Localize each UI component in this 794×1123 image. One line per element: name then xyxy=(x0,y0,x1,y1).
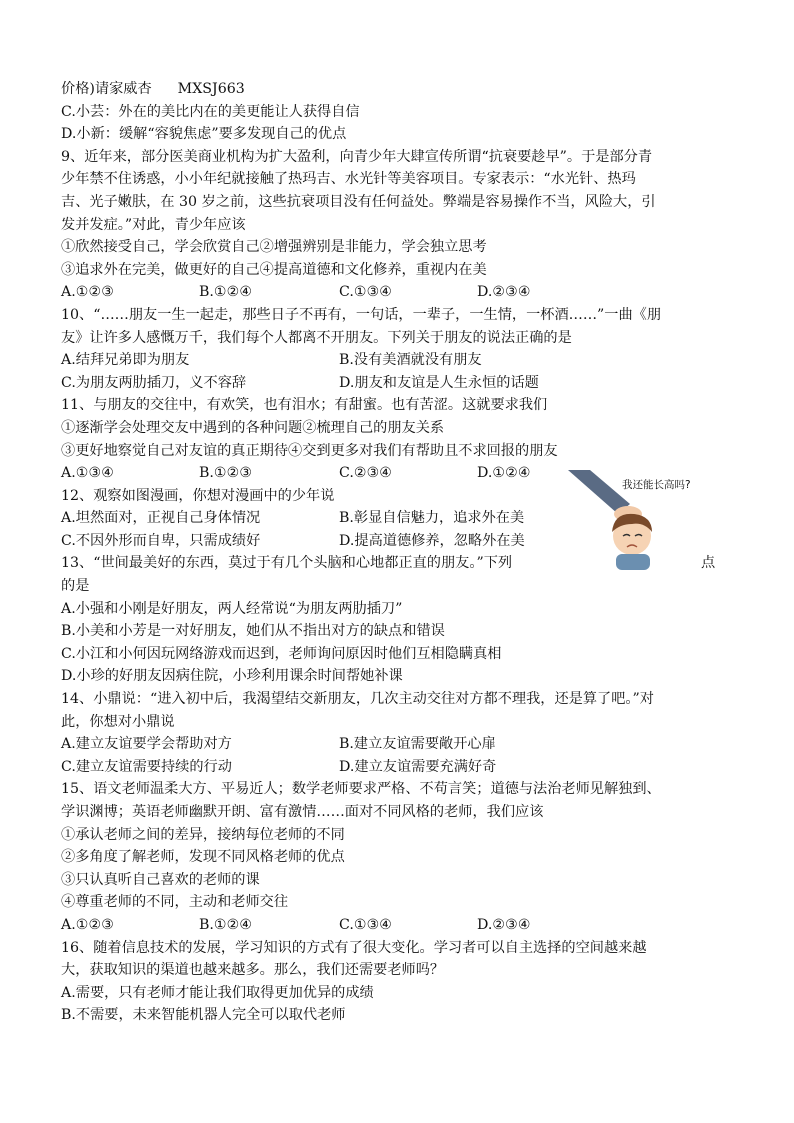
q10-stem-2: 友》让许多人感慨万千，我们每个人都离不开朋友。下列关于朋友的说法正确的是 xyxy=(61,329,572,346)
q10-stem-1: 10、“……朋友一生一起走，那些日子不再有，一句话，一辈子，一生情，一杯酒……”一曲《朋 xyxy=(61,306,662,323)
q15-statement-3: ③只认真听自己喜欢的老师的课 xyxy=(61,871,260,888)
q13-stem-2: 的是 xyxy=(61,578,90,595)
q10-options-row-2 xyxy=(61,372,741,395)
cartoon-svg xyxy=(568,470,718,570)
q16-option-a[interactable]: A.需要，只有老师才能让我们取得更加优异的成绩 xyxy=(61,984,374,1001)
q16-stem-2: 大，获取知识的渠道也越来越多。那么，我们还需要老师吗？ xyxy=(61,962,445,979)
header-left-text: 价格)请家威杏 xyxy=(61,81,152,97)
q14-option-c[interactable]: C.建立友谊需要持续的行动 xyxy=(61,758,232,775)
q13-stem-tail: 点 xyxy=(701,555,716,572)
q12-option-a[interactable]: A.坦然面对，正视自己身体情况 xyxy=(61,510,261,527)
q10-options-row-1 xyxy=(61,349,741,372)
boy-shirt-icon xyxy=(616,554,650,570)
q12-option-d[interactable]: D.提高道德修养，忽略外在美 xyxy=(339,532,525,549)
q9-stem-1: 9、近年来，部分医美商业机构为扩大盈利，向青少年大肆宣传所谓“抗衰要趁早”。于是部分青 xyxy=(61,148,653,165)
q15-option-b[interactable]: B.①②④ xyxy=(199,916,253,933)
q13-option-d[interactable]: D.小珍的好朋友因病住院，小珍利用课余时间帮她补课 xyxy=(61,668,403,685)
q8-option-d: D.小新：缓解“容貌焦虑”要多发现自己的优点 xyxy=(61,126,347,143)
q16-stem-1: 16、随着信息技术的发展，学习知识的方式有了很大变化。学习者可以自主选择的空间越来越 xyxy=(61,939,647,956)
page-header xyxy=(61,78,741,101)
q11-statements-1: ①逐渐学会处理交友中遇到的各种问题②梳理自己的朋友关系 xyxy=(61,419,445,436)
q9-option-d[interactable]: D.②③④ xyxy=(477,284,531,301)
q9-stem-3: 吉、光子嫩肤，在 30 岁之前，这些抗衰项目没有任何益处。弊端是容易操作不当，风险大，引 xyxy=(61,193,656,210)
q10-option-c[interactable]: C.为朋友两肋插刀，义不容辞 xyxy=(61,374,247,391)
q11-statements-2: ③更好地察觉自己对友谊的真正期待④交到更多对我们有帮助且不求回报的朋友 xyxy=(61,442,558,459)
q10-option-b[interactable]: B.没有美酒就没有朋友 xyxy=(339,352,482,369)
q9-statements-1: ①欣然接受自己，学会欣赏自己②增强辨别是非能力，学会独立思考 xyxy=(61,239,487,256)
q16-option-b[interactable]: B.不需要，未来智能机器人完全可以取代老师 xyxy=(61,1007,346,1024)
q9-statements-2: ③追求外在完美，做更好的自己④提高道德和文化修养，重视内在美 xyxy=(61,261,487,278)
q9-options xyxy=(61,281,741,304)
q11-option-b[interactable]: B.①②③ xyxy=(199,465,253,482)
q15-statement-4: ④尊重老师的不同，主动和老师交往 xyxy=(61,894,289,911)
q14-options-row-1 xyxy=(61,733,741,756)
q9-stem-2: 少年禁不住诱惑，小小年纪就接触了热玛吉、水光针等美容项目。专家表示：“水光针、热玛 xyxy=(61,171,636,188)
q13-option-b[interactable]: B.小美和小芳是一对好朋友，她们从不指出对方的缺点和错误 xyxy=(61,623,445,640)
q13-stem-text: 13、“世间最美好的东西，莫过于有几个头脑和心地都正直的朋友。”下列 xyxy=(61,555,513,572)
q15-stem-1: 15、语文老师温柔大方、平易近人；数学老师要求严格、不苟言笑；道德与法治老师见解独到、 xyxy=(61,781,661,798)
q9-stem-4: 发并发症。”对此，青少年应该 xyxy=(61,216,246,233)
q14-option-a[interactable]: A.建立友谊要学会帮助对方 xyxy=(61,736,232,753)
q13-option-a[interactable]: A.小强和小刚是好朋友，两人经常说“为朋友两肋插刀” xyxy=(61,600,403,617)
q14-options-row-2 xyxy=(61,756,741,779)
q11-option-d[interactable]: D.①②④ xyxy=(477,465,531,482)
q12-option-c[interactable]: C.不因外形而自卑，只需成绩好 xyxy=(61,532,261,549)
q11-stem: 11、与朋友的交往中，有欢笑，也有泪水；有甜蜜。也有苦涩。这就要求我们 xyxy=(61,397,548,414)
q15-option-a[interactable]: A.①②③ xyxy=(61,916,114,933)
q15-option-c[interactable]: C.①③④ xyxy=(339,916,393,933)
q14-stem-2: 此，你想对小鼎说 xyxy=(61,713,175,730)
q14-stem-1: 14、小鼎说：“进入初中后，我渴望结交新朋友，几次主动交往对方都不理我，还是算了吧。”对 xyxy=(61,691,654,708)
q15-option-d[interactable]: D.②③④ xyxy=(477,916,531,933)
q15-options xyxy=(61,914,741,937)
speech-text: 我还能长高吗? xyxy=(622,479,691,491)
q15-stem-2: 学识渊博；英语老师幽默开朗、富有激情……面对不同风格的老师，我们应该 xyxy=(61,804,544,820)
q12-option-b[interactable]: B.彰显自信魅力，追求外在美 xyxy=(339,510,525,527)
q14-option-d[interactable]: D.建立友谊需要充满好奇 xyxy=(339,758,497,775)
q8-option-c: C.小芸：外在的美比内在的美更能让人获得自信 xyxy=(61,103,360,120)
q11-option-a[interactable]: A.①③④ xyxy=(61,465,114,482)
q12-cartoon xyxy=(568,470,718,570)
header-code: MXSJ663 xyxy=(177,81,245,97)
q12-stem: 12、观察如图漫画，你想对漫画中的少年说 xyxy=(61,487,335,504)
q15-statement-1: ①承认老师之间的差异，接纳每位老师的不同 xyxy=(61,826,345,843)
q13-option-c[interactable]: C.小江和小何因玩网络游戏而迟到，老师询问原因时他们互相隐瞒真相 xyxy=(61,645,502,662)
q9-option-b[interactable]: B.①②④ xyxy=(199,284,253,301)
q9-option-a[interactable]: A.①②③ xyxy=(61,284,114,301)
q10-option-d[interactable]: D.朋友和友谊是人生永恒的话题 xyxy=(339,374,539,391)
q9-option-c[interactable]: C.①③④ xyxy=(339,284,393,301)
q15-statement-2: ②多角度了解老师，发现不同风格老师的优点 xyxy=(61,849,345,866)
q10-option-a[interactable]: A.结拜兄弟即为朋友 xyxy=(61,352,190,369)
q14-option-b[interactable]: B.建立友谊需要敞开心扉 xyxy=(339,736,496,753)
q11-option-c[interactable]: C.②③④ xyxy=(339,465,393,482)
